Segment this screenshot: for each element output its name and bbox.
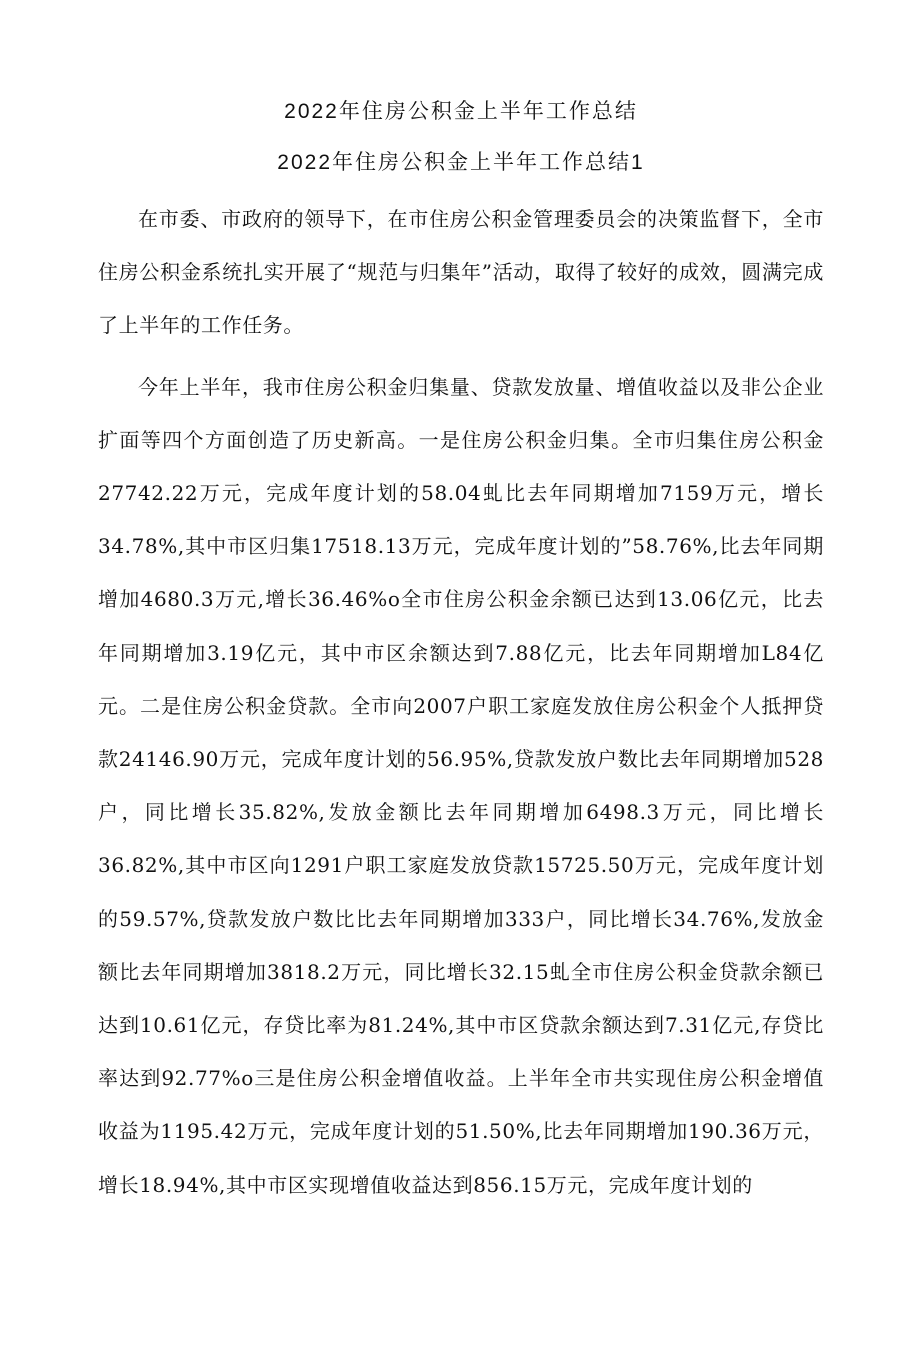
- section-title: 2022年住房公积金上半年工作总结1: [277, 151, 645, 174]
- paragraph-intro: 在市委、市政府的领导下，在市住房公积金管理委员会的决策监督下，全市住房公积金系统扎实开展了“规范与归集年”活动，取得了较好的成效，圆满完成了上半年的工作任务。: [98, 207, 824, 338]
- document-title: 2022年住房公积金上半年工作总结: [284, 100, 638, 123]
- paragraph-achievements: 今年上半年，我市住房公积金归集量、贷款发放量、增值收益以及非公企业扩面等四个方面创造了历史新高。一是住房公积金归集。全市归集住房公积金27742.22万元，完成年度计划的58.04虬比去年同期增加7159万元，增长34.78%,其中市区归集17518.13万元，完成年度计划的”58.76%,比去年同期增加4680.3万元,增长36.46%o全市住房公积金余额已达到13.06亿元，比去年同期增加3.19亿元，其中市区余额达到7.88亿元，比去年同期增加L84亿元。二是住房公积金贷款。全市向2007户职工家庭发放住房公积金个人抵押贷款24146.90万元，完成年度计划的56.95%,贷款发放户数比去年同期增加528户，同比增长35.82%,发放金额比去年同期增加6498.3万元，同比增长36.82%,其中市区向1291户职工家庭发放贷款15725.50万元，完成年度计划的59.57%,贷款发放户数比比去年同期增加333户，同比增长34.76%,发放金额比去年同期增加3818.2万元，同比增长32.15虬全市住房公积金贷款余额已达到10.61亿元，存贷比率为81.24%,其中市区贷款余额达到7.31亿元,存贷比率达到92.77%o三是住房公积金增值收益。上半年全市共实现住房公积金增值收益为1195.42万元，完成年度计划的51.50%,比去年同期增加190.36万元，增长18.94%,其中市区实现增值收益达到856.15万元，完成年度计划的: [98, 374, 824, 1197]
